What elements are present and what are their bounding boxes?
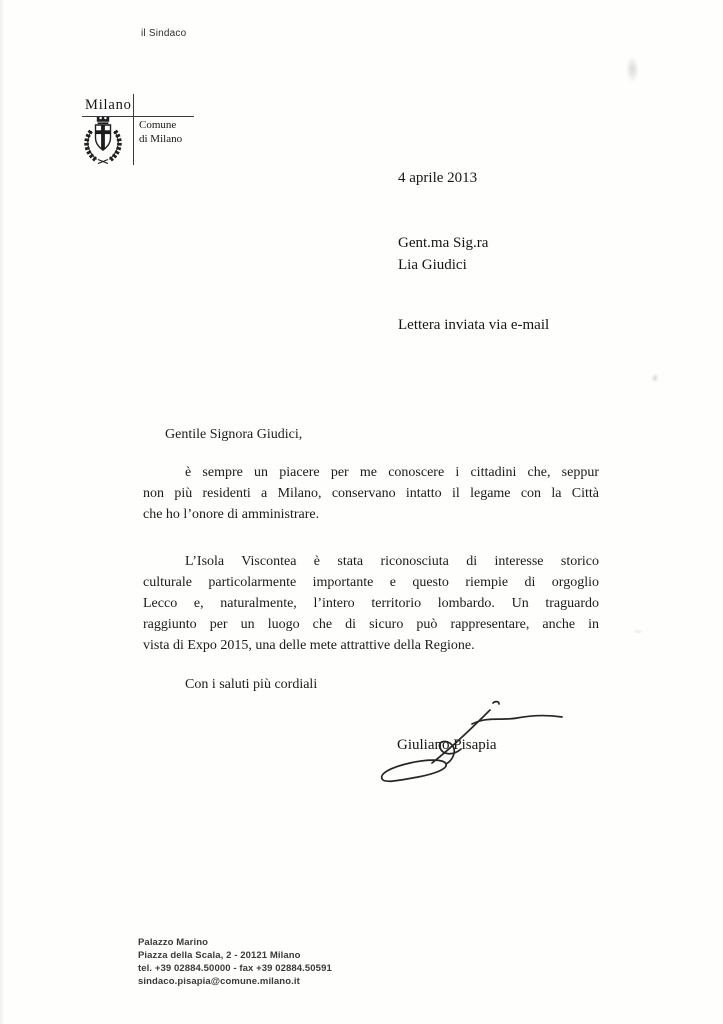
org-line-2: di Milano [139, 132, 183, 145]
recipient-block [398, 233, 488, 276]
delivery-note: Lettera inviata via e-mail [398, 317, 550, 333]
paragraph-line: vista di Expo 2015, una delle mete attrattive della Regione. [143, 638, 475, 653]
org-line-1: Comune [139, 119, 177, 131]
letterhead-org-name [139, 119, 182, 146]
scan-smudge-artifact [651, 373, 659, 383]
body-paragraph-2 [143, 551, 599, 656]
paragraph-line: non più residenti a Milano, conservano intatto il legame con la Città [143, 486, 599, 501]
paragraph-line: che ho l’onore di amministrare. [143, 507, 320, 522]
milan-coat-of-arms-icon [83, 115, 124, 164]
salutation: Gentile Signora Giudici, [165, 427, 303, 442]
scan-smudge-artifact [633, 629, 643, 634]
recipient-name: Lia Giudici [398, 256, 467, 273]
letter-date: 4 aprile 2013 [398, 170, 478, 186]
scan-smudge-artifact [626, 56, 639, 83]
sender-role: il Sindaco [141, 28, 187, 39]
footer-contact-block [138, 937, 332, 989]
paragraph-line: è sempre un piacere per me conoscere i cittadini che, seppur [185, 465, 599, 480]
footer-phone-fax: tel. +39 02884.50000 - fax +39 02884.50591 [138, 962, 332, 974]
footer-email: sindaco.pisapia@comune.milano.it [138, 975, 300, 987]
closing-salute: Con i saluti più cordiali [185, 677, 318, 692]
footer-building: Palazzo Marino [138, 937, 209, 948]
footer-address: Piazza della Scala, 2 - 20121 Milano [138, 949, 301, 961]
letterhead-vertical-divider [133, 94, 134, 165]
paragraph-line: Lecco e, naturalmente, l’intero territorio lombardo. Un traguardo [143, 596, 599, 611]
body-paragraph-1 [143, 462, 599, 525]
handwritten-signature [372, 690, 572, 790]
signer-name: Giuliano Pisapia [397, 737, 497, 753]
paragraph-line: L’Isola Viscontea è stata riconosciuta di interesse storico [185, 554, 599, 569]
paragraph-line: raggiunto per un luogo che di sicuro può rappresentare, anche in [143, 617, 599, 632]
paragraph-line: culturale particolarmente importante e questo riempie di orgoglio [143, 575, 599, 590]
recipient-honorific: Gent.ma Sig.ra [398, 235, 489, 251]
letterhead-city-wordmark: Milano [85, 97, 132, 113]
